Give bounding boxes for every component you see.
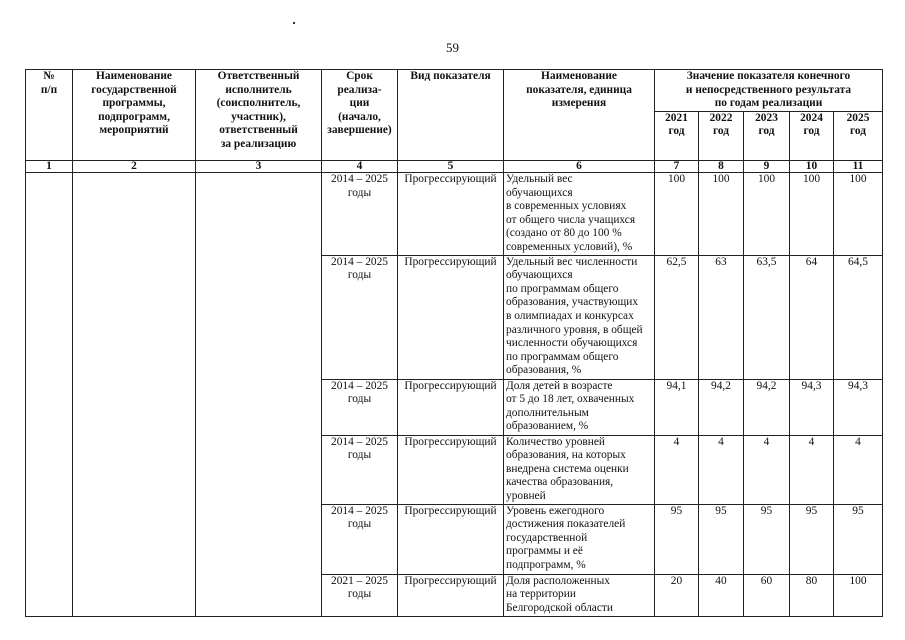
header-term: Срок реализа- ции (начало, завершение) <box>322 70 398 161</box>
header-year: 2022 год <box>699 111 744 160</box>
term-cell: 2014 – 2025 годы <box>322 379 398 435</box>
indicator-cell: Удельный вес численности обучающихся по программам общего образования, участвующих в олимпиадах и конкурсах различного уровня, в общей численности обучающихся по программам общего образования, % <box>506 255 643 377</box>
column-index: 3 <box>196 161 322 173</box>
column-index: 9 <box>744 161 790 173</box>
value-cell: 64 <box>790 255 834 379</box>
indicator-cell: Доля детей в возрасте от 5 до 18 лет, охваченных дополнительным образованием, % <box>506 379 635 433</box>
column-index: 10 <box>790 161 834 173</box>
value-cell: 94,1 <box>655 379 699 435</box>
value-cell: 4 <box>834 435 883 504</box>
scan-artifact <box>293 22 295 24</box>
header-number: № п/п <box>26 70 73 161</box>
header-program-name: Наименование государственной программы, подпрограмм, мероприятий <box>73 70 196 161</box>
value-cell: 100 <box>834 574 883 616</box>
value-cell: 40 <box>699 574 744 616</box>
type-cell: Прогрессирующий <box>398 435 504 504</box>
value-cell: 63 <box>699 255 744 379</box>
type-cell: Прогрессирующий <box>398 173 504 256</box>
type-cell: Прогрессирующий <box>398 255 504 379</box>
indicators-table <box>25 69 883 617</box>
value-cell: 63,5 <box>744 255 790 379</box>
header-indicator-type: Вид показателя <box>398 70 504 161</box>
table-row <box>26 173 883 256</box>
column-index: 7 <box>655 161 699 173</box>
value-cell: 60 <box>744 574 790 616</box>
column-index: 6 <box>504 161 655 173</box>
indicator-cell: Количество уровней образования, на которых внедрена система оценки качества образования, уровней <box>506 435 629 502</box>
column-index: 8 <box>699 161 744 173</box>
column-index: 11 <box>834 161 883 173</box>
column-index: 1 <box>26 161 73 173</box>
value-cell: 4 <box>655 435 699 504</box>
number-cell-empty <box>26 173 73 617</box>
header-year: 2024 год <box>790 111 834 160</box>
value-cell: 4 <box>699 435 744 504</box>
value-cell: 95 <box>834 504 883 574</box>
value-cell: 4 <box>790 435 834 504</box>
value-cell: 94,3 <box>790 379 834 435</box>
term-cell: 2014 – 2025 годы <box>322 435 398 504</box>
value-cell: 62,5 <box>655 255 699 379</box>
header-values-group: Значение показателя конечного и непосредственного результата по годам реализации <box>655 70 883 112</box>
header-row-top <box>26 70 883 112</box>
value-cell: 20 <box>655 574 699 616</box>
header-year: 2025 год <box>834 111 883 160</box>
value-cell: 100 <box>744 173 790 256</box>
value-cell: 100 <box>699 173 744 256</box>
header-year: 2023 год <box>744 111 790 160</box>
value-cell: 64,5 <box>834 255 883 379</box>
column-index: 5 <box>398 161 504 173</box>
type-cell: Прогрессирующий <box>398 504 504 574</box>
page-number: 59 <box>446 40 459 55</box>
indicator-cell: Удельный вес обучающихся в современных условиях от общего числа учащихся (создано от 80 до 100 % современных условий), % <box>506 173 636 253</box>
term-cell: 2014 – 2025 годы <box>322 255 398 379</box>
term-cell: 2014 – 2025 годы <box>322 504 398 574</box>
header-year: 2021 год <box>655 111 699 160</box>
indicator-cell: Доля расположенных на территории Белгородской области <box>506 574 613 614</box>
value-cell: 100 <box>655 173 699 256</box>
term-cell: 2021 – 2025 годы <box>322 574 398 616</box>
term-cell: 2014 – 2025 годы <box>322 173 398 256</box>
column-index-row <box>26 161 883 173</box>
value-cell: 100 <box>834 173 883 256</box>
value-cell: 80 <box>790 574 834 616</box>
responsible-cell-empty <box>196 173 322 617</box>
value-cell: 94,3 <box>834 379 883 435</box>
value-cell: 95 <box>790 504 834 574</box>
column-index: 2 <box>73 161 196 173</box>
indicator-cell: Уровень ежегодного достижения показателей государственной программы и её подпрограмм, % <box>506 504 626 571</box>
value-cell: 95 <box>744 504 790 574</box>
type-cell: Прогрессирующий <box>398 379 504 435</box>
value-cell: 94,2 <box>699 379 744 435</box>
column-index: 4 <box>322 161 398 173</box>
type-cell: Прогрессирующий <box>398 574 504 616</box>
header-indicator-name: Наименование показателя, единица измерения <box>504 70 655 161</box>
value-cell: 95 <box>699 504 744 574</box>
value-cell: 4 <box>744 435 790 504</box>
header-responsible: Ответственный исполнитель (соисполнитель, участник), ответственный за реализацию <box>196 70 322 161</box>
value-cell: 95 <box>655 504 699 574</box>
value-cell: 100 <box>790 173 834 256</box>
program-cell-empty <box>73 173 196 617</box>
value-cell: 94,2 <box>744 379 790 435</box>
